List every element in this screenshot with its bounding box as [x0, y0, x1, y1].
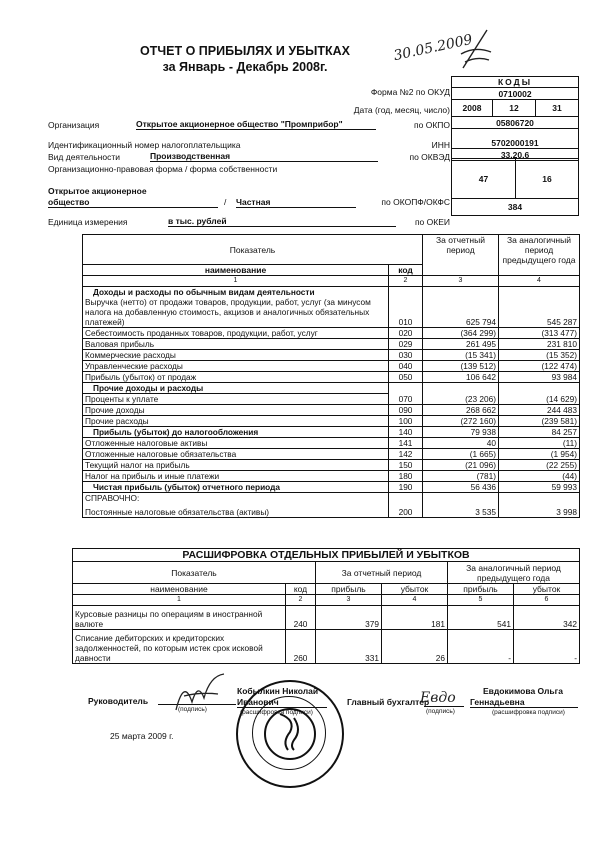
handwritten-date: 30.05.2009 [392, 31, 474, 65]
row-previous: (122 474) [499, 361, 580, 372]
row-name: Прибыль (убыток) от продаж [83, 372, 389, 383]
row-prev-profit: 541 [448, 606, 514, 630]
row-current: 268 662 [423, 405, 499, 416]
okud-label: Форма №2 по ОКУД [370, 87, 450, 97]
report-title: ОТЧЕТ О ПРИБЫЛЯХ И УБЫТКАХ [140, 44, 350, 58]
table-row [83, 427, 580, 438]
row-code: 141 [389, 438, 423, 449]
detail-col-profit: прибыль [448, 584, 514, 595]
row-name: Отложенные налоговые активы [83, 438, 389, 449]
table-row [83, 449, 580, 460]
row-code: 100 [389, 416, 423, 427]
detail-col-loss: убыток [514, 584, 580, 595]
row-current: (1 665) [423, 449, 499, 460]
row-current: (781) [423, 471, 499, 482]
col-num: 1 [73, 595, 286, 606]
row-previous: 59 993 [499, 482, 580, 493]
income-statement-table [82, 234, 580, 518]
row-previous: 244 483 [499, 405, 580, 416]
okpo-label: по ОКПО [414, 120, 450, 130]
col-indicator: Показатель [83, 235, 423, 265]
col-num: 3 [316, 595, 382, 606]
row-cur-profit: 379 [316, 606, 382, 630]
detail-col-loss: убыток [382, 584, 448, 595]
detail-col-profit: прибыль [316, 584, 382, 595]
row-code: 029 [389, 339, 423, 350]
section-row [83, 383, 580, 394]
org-label: Организация [48, 120, 100, 130]
okfs-code: 16 [516, 159, 579, 199]
table-row [83, 328, 580, 339]
inn-code: 5702000191 [452, 129, 579, 149]
section-ordinary: Доходы и расходы по обычным видам деятельности [83, 287, 389, 298]
reference-label: СПРАВОЧНО: [83, 493, 389, 504]
row-name: Коммерческие расходы [83, 350, 389, 361]
row-name: Постоянные налоговые обязательства (активы) [83, 503, 389, 517]
row-current: 106 642 [423, 372, 499, 383]
row-cur-loss: 26 [382, 630, 448, 664]
report-year: 2008 [452, 100, 493, 117]
row-previous: (11) [499, 438, 580, 449]
row-name: Прочие доходы [83, 405, 389, 416]
date-label: Дата (год, месяц, число) [353, 105, 450, 115]
row-name: Отложенные налоговые обязательства [83, 449, 389, 460]
row-current: (139 512) [423, 361, 499, 372]
org-name: Открытое акционерное общество "Промприбор" [136, 119, 376, 130]
row-previous: 84 257 [499, 427, 580, 438]
row-name: Управленческие расходы [83, 361, 389, 372]
row-previous: (313 477) [499, 328, 580, 339]
okei-label: по ОКЕИ [414, 217, 450, 227]
row-name: Себестоимость проданных товаров, продукции, работ, услуг [83, 328, 389, 339]
row-name: Выручка (нетто) от продажи товаров, продукции, работ, услуг (за минусом налога на добавленную стоимость, акцизов и аналогичных обязательных платежей) [83, 297, 389, 328]
row-current: (364 299) [423, 328, 499, 339]
row-prev-profit: - [448, 630, 514, 664]
codes-header: КОДЫ [452, 77, 579, 88]
table-row [83, 361, 580, 372]
row-current: 56 436 [423, 482, 499, 493]
report-period: за Январь - Декабрь 2008г. [162, 60, 328, 74]
row-cur-loss: 181 [382, 606, 448, 630]
okopf-label: по ОКОПФ/ОКФС [381, 197, 450, 207]
ownership-separator: / [224, 197, 227, 207]
col-num: 6 [514, 595, 580, 606]
detail-title: РАСШИФРОВКА ОТДЕЛЬНЫХ ПРИБЫЛЕЙ И УБЫТКОВ [73, 549, 580, 562]
detail-col-name: наименование [73, 584, 286, 595]
accountant-signature: Евдо [420, 690, 456, 706]
row-current: 3 535 [423, 493, 499, 518]
okud-code: 0710002 [452, 88, 579, 100]
col-num: 2 [286, 595, 316, 606]
row-code: 070 [389, 383, 423, 405]
row-name: Валовая прибыль [83, 339, 389, 350]
row-previous: 231 810 [499, 339, 580, 350]
ownership-value: Частная [236, 197, 356, 208]
row-name: Курсовые разницы по операциям в иностранной валюте [73, 606, 286, 630]
row-previous: (22 255) [499, 460, 580, 471]
accountant-name-caption: (расшифровка подписи) [492, 709, 565, 716]
codes-table-2 [451, 158, 579, 216]
row-current: 625 794 [423, 287, 499, 328]
okei-code: 384 [452, 199, 579, 216]
row-name: Прибыль (убыток) до налогообложения [83, 427, 389, 438]
unit-label: Единица измерения [48, 217, 128, 227]
head-name-2: Иванович [237, 697, 327, 708]
col-previous: За аналогичный период предыдущего года [499, 235, 580, 276]
row-code: 142 [389, 449, 423, 460]
col-num: 4 [382, 595, 448, 606]
row-name: Списание дебиторских и кредиторских задолженностей, по которым истек срок исковой давности [73, 630, 286, 664]
col-code: код [389, 265, 423, 276]
row-prev-loss: 342 [514, 606, 580, 630]
row-current: (272 160) [423, 416, 499, 427]
detail-col-current: За отчетный период [316, 562, 448, 584]
row-name: Чистая прибыль (убыток) отчетного периода [83, 482, 389, 493]
detail-col-code: код [286, 584, 316, 595]
row-current: 79 938 [423, 427, 499, 438]
row-code: 260 [286, 630, 316, 664]
col-num: 2 [389, 276, 423, 287]
detail-col-indicator: Показатель [73, 562, 316, 584]
row-code: 010 [389, 287, 423, 328]
legal-form-value-2: общество [48, 197, 218, 208]
row-code: 240 [286, 606, 316, 630]
table-row [83, 405, 580, 416]
legal-form-label: Организационно-правовая форма / форма собственности [48, 164, 278, 174]
row-name: Прочие расходы [83, 416, 389, 427]
head-sign-caption: (подпись) [178, 706, 207, 713]
row-previous: (44) [499, 471, 580, 482]
inn-label: ИНН [431, 140, 450, 150]
table-row [83, 482, 580, 493]
accountant-sign-caption: (подпись) [426, 708, 455, 715]
row-previous: (14 629) [499, 383, 580, 405]
row-code: 040 [389, 361, 423, 372]
row-name: Налог на прибыль и иные платежи [83, 471, 389, 482]
row-name: Проценты к уплате [83, 394, 389, 405]
row-code: 050 [389, 372, 423, 383]
row-cur-profit: 331 [316, 630, 382, 664]
row-prev-loss: - [514, 630, 580, 664]
row-code: 030 [389, 350, 423, 361]
accountant-signature-line [424, 706, 464, 707]
col-num: 1 [83, 276, 389, 287]
col-current: За отчетный период [423, 235, 499, 276]
legal-form-value-1: Открытое акционерное [48, 186, 147, 196]
table-row [83, 350, 580, 361]
row-previous: (239 581) [499, 416, 580, 427]
codes-table [451, 76, 579, 161]
detail-table [72, 548, 580, 664]
row-current: (15 341) [423, 350, 499, 361]
accountant-label: Главный бухгалтер [347, 697, 430, 707]
row-previous: 93 984 [499, 372, 580, 383]
section-other: Прочие доходы и расходы [83, 383, 389, 394]
row-code: 090 [389, 405, 423, 416]
row-current: (23 206) [423, 383, 499, 405]
inn-text-label: Идентификационный номер налогоплательщика [48, 140, 241, 150]
signature-mark-icon [455, 28, 495, 72]
report-day: 31 [536, 100, 579, 117]
company-stamp [236, 680, 344, 788]
report-month: 12 [493, 100, 536, 117]
table-row [83, 460, 580, 471]
row-previous: 545 287 [499, 287, 580, 328]
table-row [73, 630, 580, 664]
col-num: 3 [423, 276, 499, 287]
okved-label: по ОКВЭД [409, 152, 450, 162]
detail-col-previous: За аналогичный период предыдущего года [448, 562, 580, 584]
activity-value: Производственная [150, 151, 378, 162]
row-code: 150 [389, 460, 423, 471]
table-row [83, 339, 580, 350]
row-previous: (15 352) [499, 350, 580, 361]
row-current: 40 [423, 438, 499, 449]
unit-value: в тыс. рублей [168, 216, 396, 227]
table-row [73, 606, 580, 630]
col-num: 5 [448, 595, 514, 606]
signature-date: 25 марта 2009 г. [110, 731, 174, 741]
table-row [83, 416, 580, 427]
row-previous: (1 954) [499, 449, 580, 460]
activity-label: Вид деятельности [48, 152, 120, 162]
okpo-code: 05806720 [452, 117, 579, 129]
accountant-name-1: Евдокимова Ольга [483, 686, 563, 696]
col-num: 4 [499, 276, 580, 287]
okopf-code: 47 [452, 159, 516, 199]
col-name: наименование [83, 265, 389, 276]
stamp-logo-icon [272, 712, 306, 752]
table-row [83, 438, 580, 449]
table-row [83, 372, 580, 383]
head-label: Руководитель [88, 696, 149, 706]
row-code: 020 [389, 328, 423, 339]
table-row [83, 471, 580, 482]
row-previous: 3 998 [499, 493, 580, 518]
row-code: 200 [389, 493, 423, 518]
head-name-1: Кобылкин Николай [237, 686, 319, 696]
row-code: 140 [389, 427, 423, 438]
row-current: (21 096) [423, 460, 499, 471]
row-code: 190 [389, 482, 423, 493]
row-code: 180 [389, 471, 423, 482]
row-current: 261 495 [423, 339, 499, 350]
okved-code: 33.20.6 [452, 149, 579, 161]
row-name: Текущий налог на прибыль [83, 460, 389, 471]
accountant-name-2: Геннадьевна [470, 697, 578, 708]
head-name-caption: (расшифровка подписи) [240, 709, 313, 716]
